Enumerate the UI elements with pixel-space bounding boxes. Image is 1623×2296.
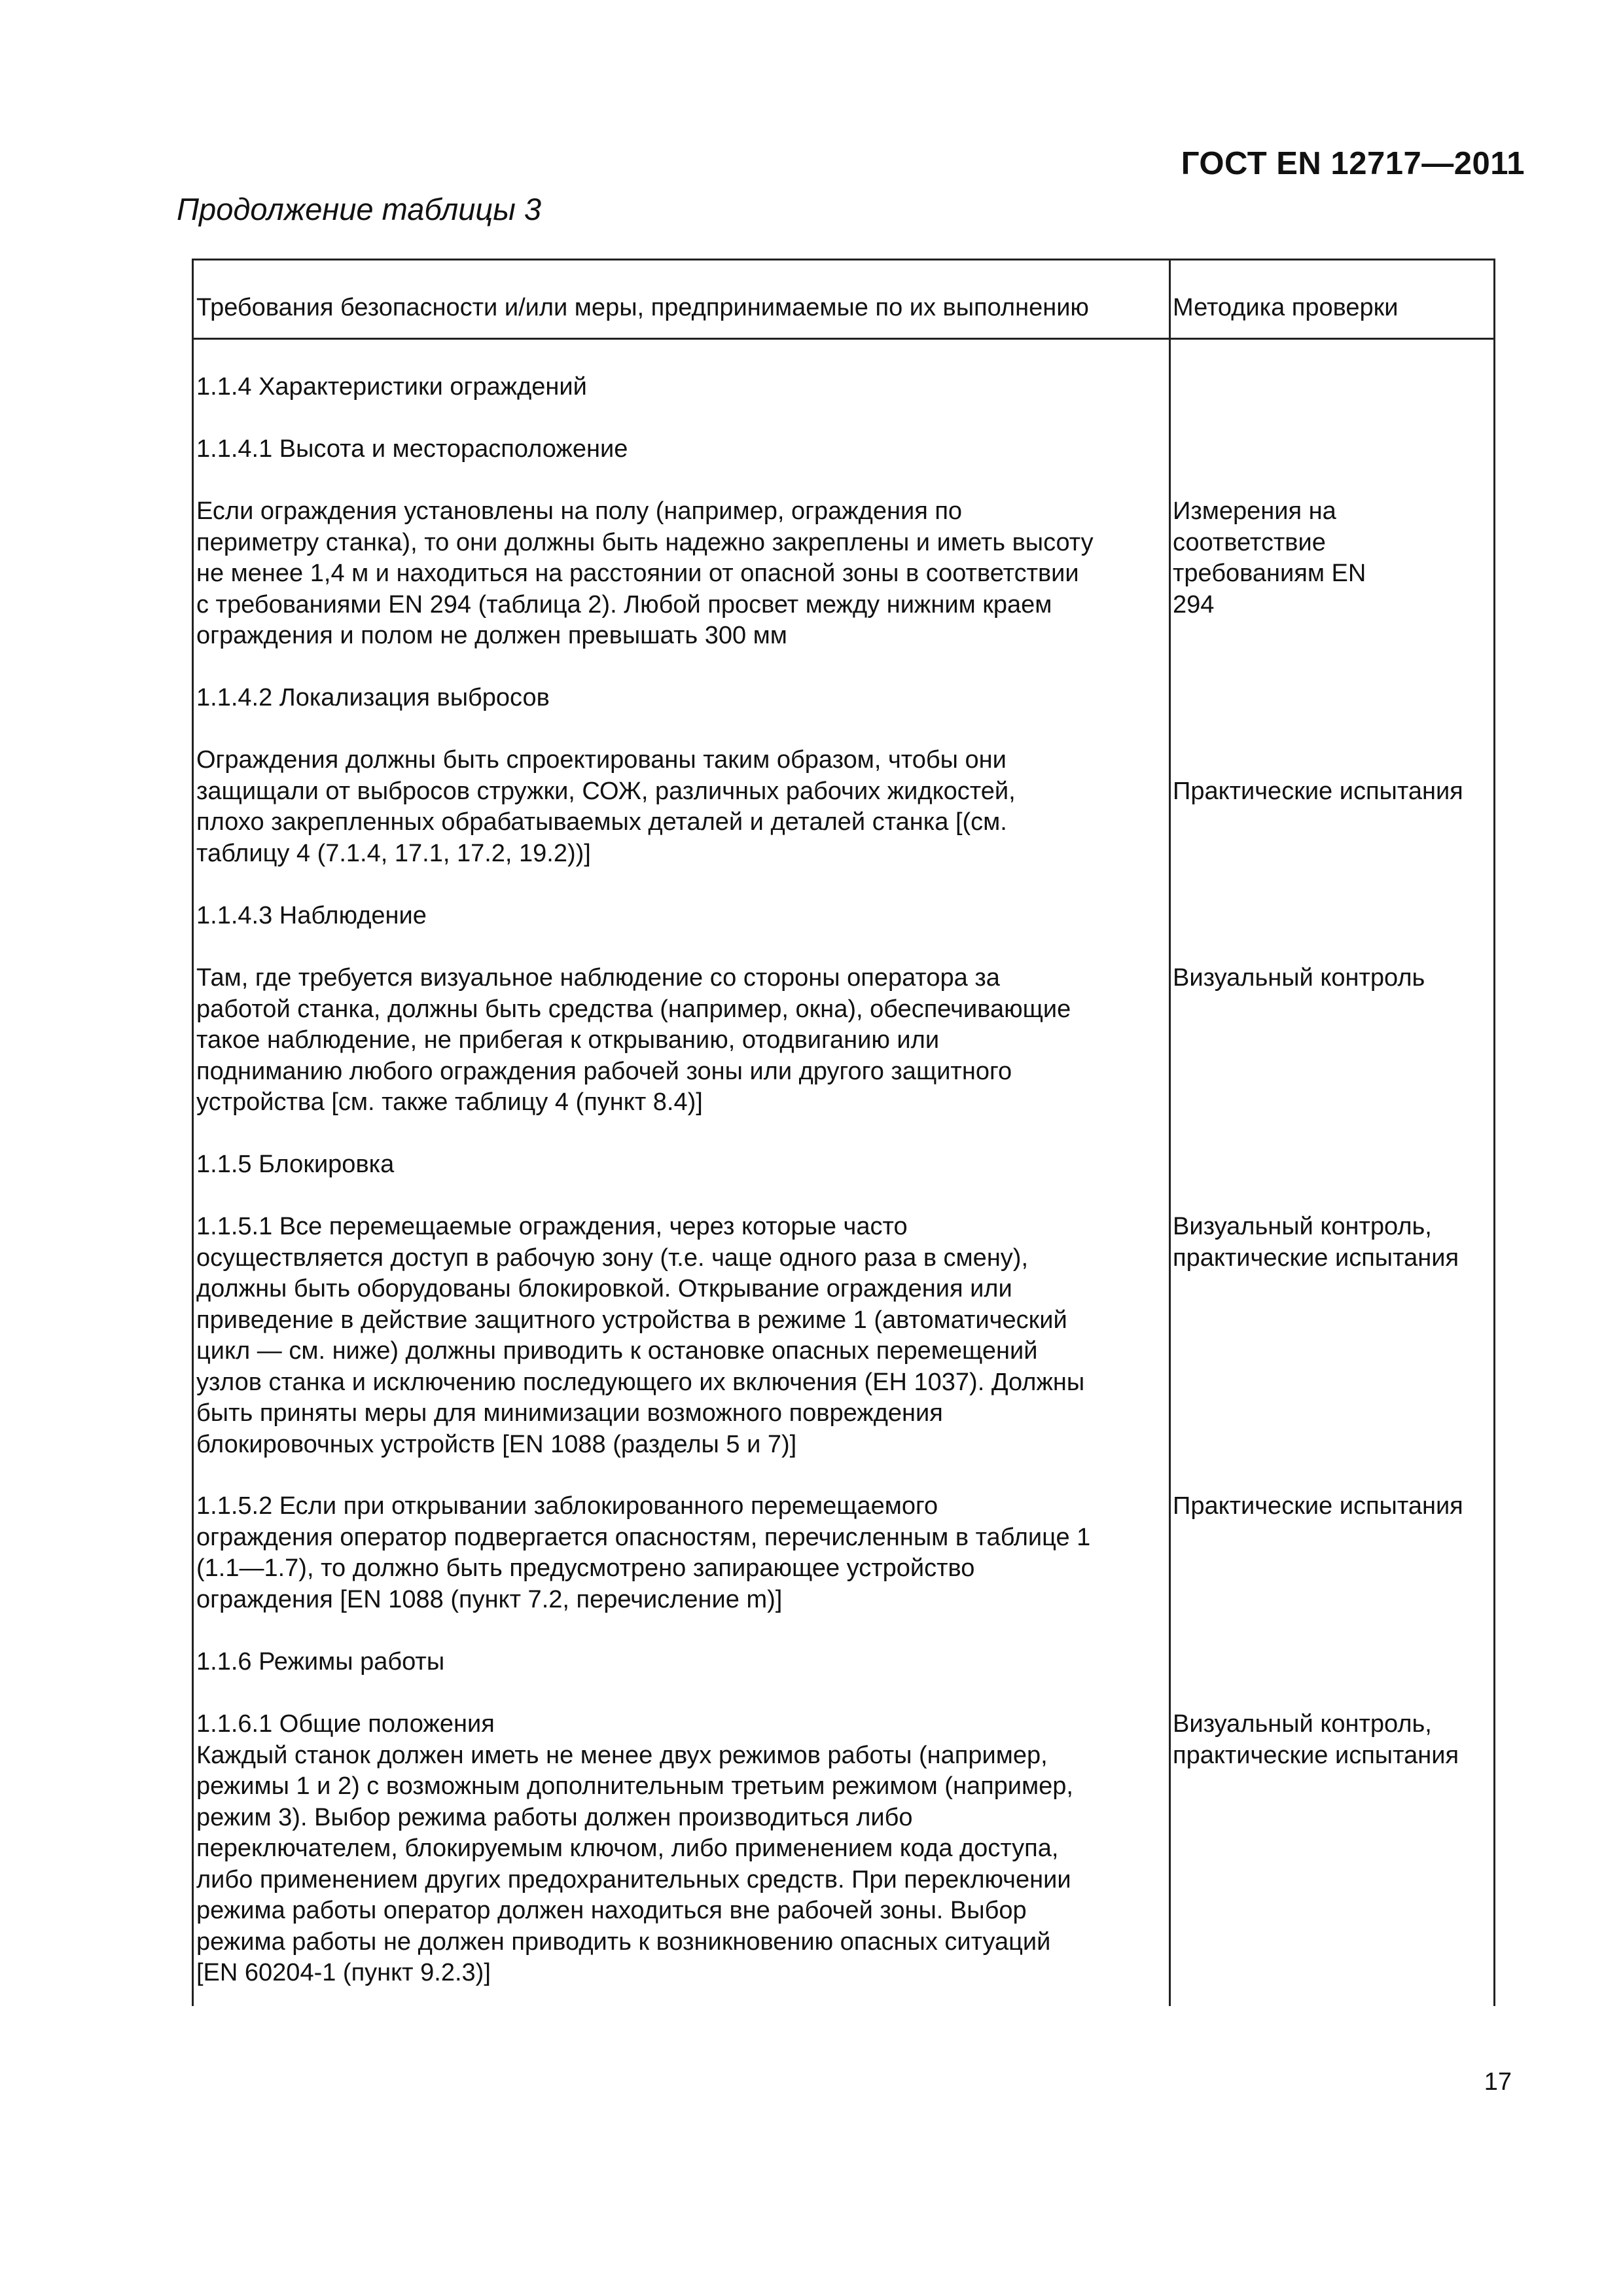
requirements-table xyxy=(192,259,1495,2006)
requirement-cell: 1.1.6 Режимы работы xyxy=(196,1648,445,1676)
page-number: 17 xyxy=(1484,2068,1512,2096)
requirement-cell: 1.1.4 Характеристики ограждений xyxy=(196,373,587,401)
requirement-cell: 1.1.4.2 Локализация выбросов xyxy=(196,684,550,711)
column-divider xyxy=(1169,260,1171,2006)
requirement-cell: 1.1.6.1 Общие положения Каждый станок должен иметь не менее двух режимов работы (например, режимы 1 и 2) с возможным дополнительным третьим режимом (например, режим 3). Выбор режима работы должен производиться либо переключателем, блокируемым ключом, либо применением кода доступа, либо применением других предохранительных средств. При переключении режима работы оператор должен находиться вне рабочей зоны. Выбор режима работы не должен приводить к возникновению опасных ситуаций [EN 60204-1 (пункт 9.2.3)] xyxy=(196,1710,1073,1986)
requirement-cell: 1.1.5 Блокировка xyxy=(196,1151,395,1178)
requirement-cell: Ограждения должны быть спроектированы таким образом, чтобы они защищали от выбросов стружки, СОЖ, различных рабочих жидкостей, плохо закрепленных обрабатываемых деталей и деталей станка [(см. таблицу 4 (7.1.4, 17.1, 17.2, 19.2))] xyxy=(196,746,1016,867)
requirement-cell: 1.1.5.1 Все перемещаемые ограждения, через которые часто осуществляется доступ в рабочую зону (т.е. чаще одного раза в смену), должны быть оборудованы блокировкой. Открывание ограждения или приведение в действие защитного устройства в режиме 1 (автоматический цикл — см. ниже) должны приводить к остановке опасных перемещений узлов станка и исключению последующего их включения (ЕН 1037). Должны быть приняты меры для минимизации возможного повреждения блокировочных устройств [EN 1088 (разделы 5 и 7)] xyxy=(196,1213,1085,1458)
requirement-cell: 1.1.5.2 Если при открывании заблокированного перемещаемого ограждения оператор подвергается опасностям, перечисленным в таблице 1 (1.1—1.7), то должно быть предусмотрено запирающее устройство ограждения [EN 1088 (пункт 7.2, перечисление m)] xyxy=(196,1492,1091,1613)
method-cell: Визуальный контроль, практические испытания xyxy=(1173,1213,1459,1272)
method-cell: Практические испытания xyxy=(1173,1492,1463,1520)
table-caption: Продолжение таблицы 3 xyxy=(177,192,542,226)
header-divider xyxy=(194,338,1493,340)
requirement-cell: Там, где требуется визуальное наблюдение со стороны оператора за работой станка, должны быть средства (например, окна), обеспечивающие такое наблюдение, не прибегая к открыванию, отодвиганию или подниманию любого ограждения рабочей зоны или другого защитного устройства [см. также таблицу 4 (пункт 8.4)] xyxy=(196,964,1071,1116)
method-cell: Визуальный контроль xyxy=(1173,964,1425,992)
method-cell: Практические испытания xyxy=(1173,777,1463,805)
column-header-method: Методика проверки xyxy=(1173,294,1399,321)
method-cell: Измерения на соответствие требованиям EN 294 xyxy=(1173,497,1366,619)
requirement-cell: Если ограждения установлены на полу (например, ограждения по периметру станка), то они должны быть надежно закреплены и иметь высоту не менее 1,4 м и находиться на расстоянии от опасной зоны в соответствии с требованиями EN 294 (таблица 2). Любой просвет между нижним краем ограждения и полом не должен превышать 300 мм xyxy=(196,497,1094,649)
column-header-requirements: Требования безопасности и/или меры, предпринимаемые по их выполнению xyxy=(196,294,1089,321)
requirement-cell: 1.1.4.3 Наблюдение xyxy=(196,902,427,929)
requirement-cell: 1.1.4.1 Высота и месторасположение xyxy=(196,435,628,463)
method-cell: Визуальный контроль, практические испытания xyxy=(1173,1710,1459,1769)
document-code: ГОСТ EN 12717—2011 xyxy=(1181,146,1525,181)
